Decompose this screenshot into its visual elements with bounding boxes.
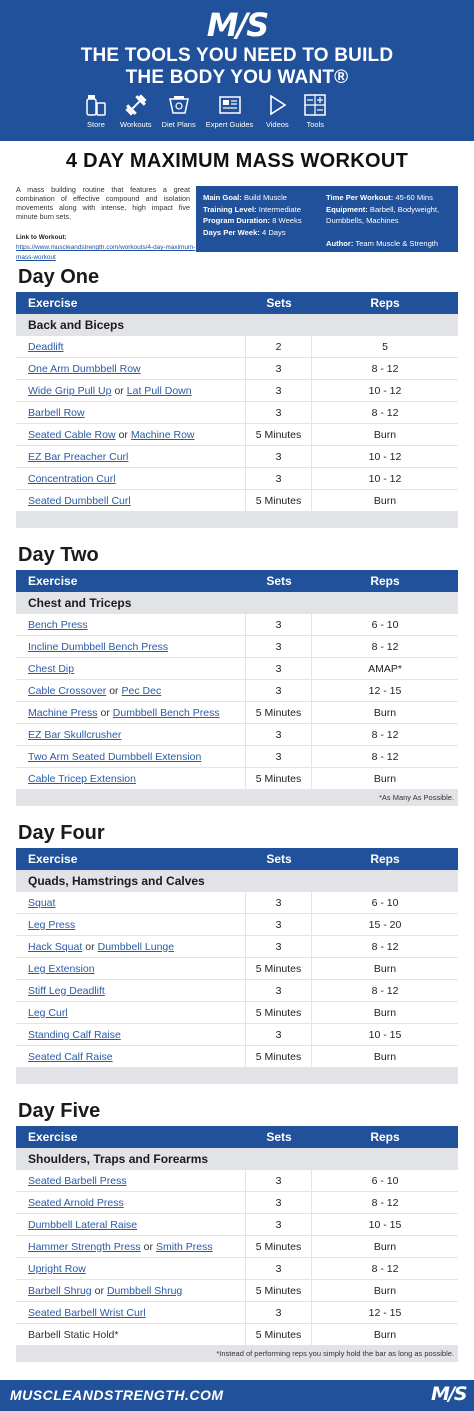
table-row <box>16 424 458 446</box>
reps-cell: 10 - 15 <box>368 1218 402 1231</box>
program-info-box <box>196 186 458 252</box>
reps-cell: Burn <box>373 1284 397 1297</box>
exercise-link[interactable]: Lat Pull Down <box>126 384 192 397</box>
nav-bar <box>82 92 339 129</box>
nav-store[interactable] <box>82 92 110 129</box>
table-row <box>16 446 458 468</box>
info-author: Team Muscle & Strength <box>355 239 439 248</box>
table-row <box>16 636 458 658</box>
nav-label: Diet Plans <box>161 120 196 129</box>
exercise-cell <box>16 1258 246 1280</box>
header-reps: Reps <box>370 1130 400 1144</box>
exercise-cell <box>16 1280 246 1302</box>
or-text: or <box>94 1284 104 1297</box>
table-footnote: *Instead of performing reps you simply hold the bar as long as possible. <box>16 1346 458 1362</box>
table-footnote <box>16 1068 458 1084</box>
sets-cell: 3 <box>246 892 312 914</box>
info-label: Main Goal: <box>203 193 242 202</box>
header-exercise: Exercise <box>28 1130 78 1144</box>
header-exercise: Exercise <box>28 296 78 310</box>
reps-cell: Burn <box>373 962 397 975</box>
exercise-cell <box>16 468 246 490</box>
table-row <box>16 1214 458 1236</box>
exercise-cell <box>16 680 246 702</box>
nav-label: Workouts <box>120 120 152 129</box>
reps-cell: 8 - 12 <box>371 406 399 419</box>
exercise-cell <box>16 446 246 468</box>
info-main-goal: Build Muscle <box>243 193 288 202</box>
muscle-group-title: Chest and Triceps <box>16 592 458 614</box>
exercise-link[interactable]: Cable Crossover <box>28 684 107 697</box>
exercise-cell <box>16 936 246 958</box>
exercise-cell <box>16 1170 246 1192</box>
exercise-cell <box>16 746 246 768</box>
day-section <box>16 540 458 806</box>
exercise-cell <box>16 1192 246 1214</box>
table-footnote <box>16 512 458 528</box>
table-row <box>16 1046 458 1068</box>
table-header <box>16 848 458 870</box>
table-row <box>16 658 458 680</box>
reps-cell: 6 - 10 <box>371 618 399 631</box>
exercise-link[interactable]: Leg Curl <box>28 1006 68 1019</box>
table-row <box>16 490 458 512</box>
reps-cell: 12 - 15 <box>368 1306 402 1319</box>
table-row <box>16 336 458 358</box>
sets-cell: 3 <box>246 746 312 768</box>
exercise-cell <box>16 658 246 680</box>
table-row <box>16 1170 458 1192</box>
table-footnote: *As Many As Possible. <box>16 790 458 806</box>
muscle-group-title: Quads, Hamstrings and Calves <box>16 870 458 892</box>
exercise-cell <box>16 980 246 1002</box>
table-row <box>16 1302 458 1324</box>
table-row <box>16 936 458 958</box>
exercise-cell <box>16 636 246 658</box>
header-exercise: Exercise <box>28 574 78 588</box>
table-row <box>16 958 458 980</box>
header-sets: Sets <box>266 1130 292 1144</box>
day-heading: Day One <box>18 266 100 288</box>
reps-cell: 8 - 12 <box>371 750 399 763</box>
sets-cell: 3 <box>246 1024 312 1046</box>
exercise-link[interactable]: Hack Squat <box>28 940 83 953</box>
exercise-cell <box>16 490 246 512</box>
exercise-link[interactable]: Cable Tricep Extension <box>28 772 136 785</box>
nav-tools[interactable] <box>301 92 329 129</box>
scale-icon <box>165 92 193 118</box>
headline-line-2: THE BODY YOU WANT® <box>125 67 349 88</box>
sets-cell: 3 <box>246 468 312 490</box>
exercise-link[interactable]: One Arm Dumbbell Row <box>28 362 141 375</box>
reps-cell: 10 - 12 <box>368 384 402 397</box>
nav-label: Videos <box>265 120 289 129</box>
calculator-icon <box>301 92 329 118</box>
exercise-link[interactable]: Stiff Leg Deadlift <box>28 984 105 997</box>
exercise-cell <box>16 358 246 380</box>
exercise-link[interactable]: Barbell Shrug <box>28 1284 92 1297</box>
nav-videos[interactable] <box>263 92 291 129</box>
sets-cell: 3 <box>246 914 312 936</box>
table-row <box>16 1324 458 1346</box>
day-heading: Day Two <box>18 544 99 566</box>
day-section <box>16 818 458 1084</box>
sets-cell: 3 <box>246 724 312 746</box>
table-row <box>16 1024 458 1046</box>
page-title: 4 DAY MAXIMUM MASS WORKOUT <box>65 150 409 172</box>
exercise-cell <box>16 336 246 358</box>
exercise-link[interactable]: Leg Extension <box>28 962 95 975</box>
exercise-cell <box>16 724 246 746</box>
table-row <box>16 892 458 914</box>
nav-diet-plans[interactable] <box>162 92 196 129</box>
day-heading: Day Four <box>18 822 105 844</box>
or-text: or <box>143 1240 153 1253</box>
sets-cell: 3 <box>246 936 312 958</box>
dumbbell-icon <box>122 92 150 118</box>
nav-label: Expert Guides <box>205 120 254 129</box>
reps-cell: 15 - 20 <box>368 918 402 931</box>
exercise-cell <box>16 958 246 980</box>
exercise-link[interactable]: Hammer Strength Press <box>28 1240 141 1253</box>
info-days: 4 Days <box>261 227 286 237</box>
reps-cell: 8 - 12 <box>371 1262 399 1275</box>
reps-cell: 12 - 15 <box>368 684 402 697</box>
top-banner <box>0 0 474 141</box>
sets-cell: 5 Minutes <box>246 958 312 980</box>
exercise-link[interactable]: Concentration Curl <box>28 472 116 485</box>
exercise-cell <box>16 1002 246 1024</box>
nav-expert-guides[interactable] <box>206 92 254 129</box>
sets-cell: 2 <box>246 336 312 358</box>
sets-cell: 5 Minutes <box>246 1002 312 1024</box>
exercise-cell <box>16 1024 246 1046</box>
sets-cell: 3 <box>246 658 312 680</box>
header-sets: Sets <box>266 574 292 588</box>
reps-cell: AMAP* <box>368 662 402 675</box>
exercise-link[interactable]: Leg Press <box>28 918 76 931</box>
exercise-link[interactable]: Smith Press <box>155 1240 213 1253</box>
intro-link-block <box>16 233 196 263</box>
exercise-cell <box>16 892 246 914</box>
or-text: or <box>100 706 110 719</box>
sets-cell: 5 Minutes <box>246 424 312 446</box>
info-label: Time Per Workout: <box>326 193 394 202</box>
exercise-cell <box>16 914 246 936</box>
sets-cell: 3 <box>246 1170 312 1192</box>
reps-cell: 10 - 12 <box>368 450 402 463</box>
or-text: or <box>109 684 119 697</box>
sets-cell: 3 <box>246 980 312 1002</box>
table-row <box>16 468 458 490</box>
reps-cell: 6 - 10 <box>371 896 399 909</box>
reps-cell: Burn <box>373 1006 397 1019</box>
exercise-link[interactable]: Wide Grip Pull Up <box>28 384 112 397</box>
exercise-link[interactable]: Seated Barbell Press <box>28 1174 127 1187</box>
table-header <box>16 570 458 592</box>
muscle-group-title: Back and Biceps <box>16 314 458 336</box>
reps-cell: 10 - 15 <box>368 1028 402 1041</box>
exercise-link[interactable]: Dumbbell Lateral Raise <box>28 1218 138 1231</box>
exercise-link[interactable]: Machine Press <box>28 706 98 719</box>
sets-cell: 5 Minutes <box>246 702 312 724</box>
table-header <box>16 292 458 314</box>
sets-cell: 5 Minutes <box>246 1280 312 1302</box>
header-reps: Reps <box>370 296 400 310</box>
sets-cell: 5 Minutes <box>246 1236 312 1258</box>
reps-cell: Burn <box>373 428 397 441</box>
table-row <box>16 980 458 1002</box>
exercise-link[interactable]: Seated Barbell Wrist Curl <box>28 1306 146 1319</box>
sets-cell: 3 <box>246 680 312 702</box>
info-label: Equipment: <box>326 204 368 214</box>
exercise-cell <box>16 1046 246 1068</box>
or-text: or <box>118 428 128 441</box>
table-row <box>16 1280 458 1302</box>
day-section <box>16 1096 458 1362</box>
sets-cell: 3 <box>246 614 312 636</box>
exercise-cell <box>16 614 246 636</box>
exercise-cell <box>16 1302 246 1324</box>
header-sets: Sets <box>266 296 292 310</box>
exercise-link[interactable]: Deadlift <box>28 340 64 353</box>
reps-cell: 8 - 12 <box>371 728 399 741</box>
table-row <box>16 402 458 424</box>
intro-description: A mass building routine that features a great combination of effective compound and isolation movements along with intense, high impact five minute burn sets. <box>16 185 190 221</box>
info-level: Intermediate <box>258 204 301 214</box>
exercise-link[interactable]: Incline Dumbbell Bench Press <box>28 640 169 653</box>
headline-line-1: THE TOOLS YOU NEED TO BUILD <box>80 45 394 66</box>
ms-logo[interactable]: M/S <box>206 6 268 44</box>
exercise-link[interactable]: Dumbbell Shrug <box>106 1284 183 1297</box>
exercise-link[interactable]: EZ Bar Preacher Curl <box>28 450 129 463</box>
exercise-cell <box>16 702 246 724</box>
table-row <box>16 768 458 790</box>
table-row <box>16 1192 458 1214</box>
table-row <box>16 746 458 768</box>
reps-cell: 8 - 12 <box>371 1196 399 1209</box>
reps-cell: 8 - 12 <box>371 940 399 953</box>
sets-cell: 3 <box>246 1258 312 1280</box>
header-exercise: Exercise <box>28 852 78 866</box>
exercise-link[interactable]: Bench Press <box>28 618 88 631</box>
table-row <box>16 1258 458 1280</box>
banner-headline <box>0 45 474 89</box>
nav-label: Store <box>87 120 105 129</box>
table-row <box>16 1002 458 1024</box>
nav-workouts[interactable] <box>120 92 152 129</box>
or-text: or <box>114 384 124 397</box>
reps-cell: 8 - 12 <box>371 984 399 997</box>
table-row <box>16 358 458 380</box>
exercise-link[interactable]: Seated Cable Row <box>28 428 116 441</box>
exercise-link[interactable]: Standing Calf Raise <box>28 1028 121 1041</box>
exercise-cell <box>16 424 246 446</box>
exercise-link[interactable]: Seated Arnold Press <box>28 1196 124 1209</box>
table-row <box>16 680 458 702</box>
reps-cell: 8 - 12 <box>371 640 399 653</box>
exercise-link[interactable]: Dumbbell Bench Press <box>112 706 220 719</box>
sets-cell: 3 <box>246 1214 312 1236</box>
info-label: Author: <box>326 239 354 248</box>
sets-cell: 5 Minutes <box>246 768 312 790</box>
header-sets: Sets <box>266 852 292 866</box>
table-row <box>16 914 458 936</box>
footer-logo: M/S <box>430 1383 466 1405</box>
sets-cell: 3 <box>246 358 312 380</box>
exercise-link[interactable]: Machine Row <box>130 428 195 441</box>
footer-bar <box>0 1380 474 1411</box>
or-text: or <box>85 940 95 953</box>
table-row <box>16 614 458 636</box>
exercise-link[interactable]: Upright Row <box>28 1262 86 1275</box>
sets-cell: 3 <box>246 636 312 658</box>
site-link[interactable]: MUSCLEANDSTRENGTH.COM <box>10 1387 224 1403</box>
supplement-bottle-icon <box>82 92 110 118</box>
link-label: Link to Workout: <box>16 234 67 241</box>
exercise-link[interactable]: Pec Dec <box>121 684 162 697</box>
exercise-cell <box>16 402 246 424</box>
info-label: Program Duration: <box>203 216 271 225</box>
info-label: Days Per Week: <box>203 227 260 237</box>
exercise-link[interactable]: EZ Bar Skullcrusher <box>28 728 122 741</box>
document-icon <box>216 92 244 118</box>
header-reps: Reps <box>370 574 400 588</box>
workout-link[interactable]: https://www.muscleandstrength.com/workouts/4-day-maximum-mass-workout <box>16 244 196 261</box>
day-heading: Day Five <box>18 1100 101 1122</box>
info-time: 45-60 Mins <box>395 193 433 202</box>
reps-cell: 10 - 12 <box>368 472 402 485</box>
day-section <box>16 262 458 528</box>
exercise-link[interactable]: Chest Dip <box>28 662 75 675</box>
exercise-link[interactable]: Squat <box>28 896 56 909</box>
exercise-cell <box>16 768 246 790</box>
table-row <box>16 1236 458 1258</box>
reps-cell: Burn <box>373 1050 397 1063</box>
exercise-link[interactable]: Seated Dumbbell Curl <box>28 494 131 507</box>
sets-cell: 5 Minutes <box>246 490 312 512</box>
table-row <box>16 702 458 724</box>
exercise-name: Barbell Static Hold* <box>28 1328 119 1341</box>
sets-cell: 3 <box>246 446 312 468</box>
reps-cell: Burn <box>373 1328 397 1341</box>
muscle-group-title: Shoulders, Traps and Forearms <box>16 1148 458 1170</box>
sets-cell: 3 <box>246 1192 312 1214</box>
play-icon <box>263 92 291 118</box>
table-row <box>16 724 458 746</box>
exercise-link[interactable]: Dumbbell Lunge <box>97 940 175 953</box>
reps-cell: Burn <box>373 494 397 507</box>
exercise-link[interactable]: Two Arm Seated Dumbbell Extension <box>28 750 202 763</box>
reps-cell: Burn <box>373 772 397 785</box>
info-equipment: Barbell, Bodyweight, Dumbbells, Machines <box>326 204 440 225</box>
exercise-cell <box>16 1236 246 1258</box>
exercise-cell <box>16 380 246 402</box>
sets-cell: 3 <box>246 402 312 424</box>
reps-cell: Burn <box>373 1240 397 1253</box>
reps-cell: 5 <box>382 340 388 353</box>
table-row <box>16 380 458 402</box>
exercise-cell <box>16 1324 246 1346</box>
info-label: Training Level: <box>203 204 257 214</box>
reps-cell: 8 - 12 <box>371 362 399 375</box>
reps-cell: Burn <box>373 706 397 719</box>
info-duration: 8 Weeks <box>272 216 302 225</box>
exercise-cell <box>16 1214 246 1236</box>
reps-cell: 6 - 10 <box>371 1174 399 1187</box>
sets-cell: 5 Minutes <box>246 1046 312 1068</box>
sets-cell: 3 <box>246 380 312 402</box>
nav-label: Tools <box>306 120 325 129</box>
exercise-link[interactable]: Barbell Row <box>28 406 85 419</box>
header-reps: Reps <box>370 852 400 866</box>
sets-cell: 3 <box>246 1302 312 1324</box>
sets-cell: 5 Minutes <box>246 1324 312 1346</box>
exercise-link[interactable]: Seated Calf Raise <box>28 1050 113 1063</box>
table-header <box>16 1126 458 1148</box>
